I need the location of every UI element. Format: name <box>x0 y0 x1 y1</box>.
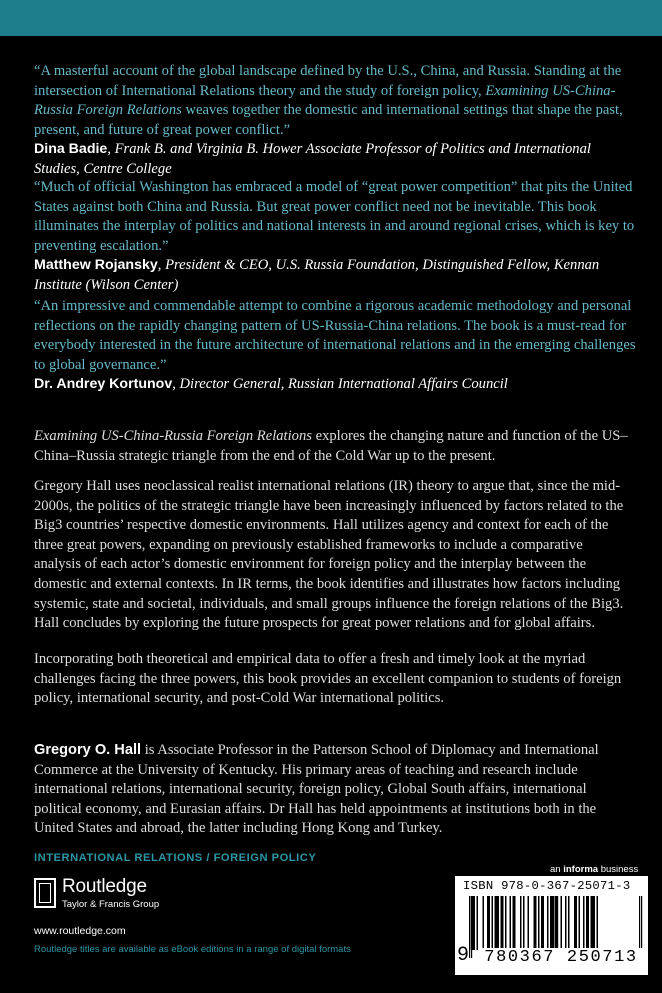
barcode-bar <box>520 896 522 950</box>
endorsement-attribution <box>34 375 636 395</box>
barcode-panel <box>455 876 648 975</box>
barcode-bar <box>523 896 525 950</box>
barcode-bar <box>597 896 599 950</box>
barcode-guard-bar <box>469 896 470 958</box>
barcode-bar <box>574 896 577 950</box>
barcode-bar <box>505 896 507 950</box>
barcode-digits: 780367 250713 <box>479 948 643 967</box>
book-title-italic: Examining US-China-Russia Foreign Relations <box>34 428 312 444</box>
barcode-bar <box>547 896 549 950</box>
informa-tagline <box>550 864 638 875</box>
endorser-name: Matthew Rojansky <box>34 257 158 273</box>
barcode-lead-digit: 9 <box>457 944 470 967</box>
barcode-bar <box>583 896 585 950</box>
subject-category: INTERNATIONAL RELATIONS / FOREIGN POLICY <box>34 852 317 864</box>
author-bio <box>34 741 632 839</box>
quote-text: “A masterful account of the global landscape defined by the U.S., China, and Russia. Standing at the intersection of International Relations theory and the study of foreign policy, <box>34 63 622 99</box>
description-text: explores the changing nature and function of the US–China–Russia strategic triangle from the end of the Cold War up to the present. <box>34 428 628 464</box>
barcode-bar <box>541 896 544 950</box>
barcode-bar <box>528 896 530 950</box>
barcode-bar <box>565 896 567 950</box>
endorser-name: Dr. Andrey Kortunov <box>34 376 173 392</box>
endorsement-quote: “Much of official Washington has embraced a model of “great power competition” that pits the United States against both China and Russia. But great power conflict need not be inevitable. This book illuminates the interplay of politics and national interests in and around regional crises, which is key to preventing escalation.” <box>34 179 635 254</box>
description-text: Gregory Hall uses neoclassical realist international relations (IR) theory to argue that, since the mid-2000s, the politics of the strategic triangle have been increasingly influenced by factors related to the Big3 countries’ respective domestic environments. Hall utilizes agency and context for each of the three great powers, expanding on previously established frameworks to include a comparative analysis of each actor’s domestic environment for foreign policy and the interplay between the domestic and external contexts. In IR terms, the book identifies and illustrates how factors including systemic, state and societal, individuals, and small groups influence the foreign relations of the Big3. Hall concludes by exploring the future prospects for great power relations and for global affairs. <box>34 478 624 632</box>
barcode-bar <box>538 896 540 950</box>
barcode-bar <box>510 896 512 950</box>
publisher-website: www.routledge.com <box>34 925 126 937</box>
author-bio-text: is Associate Professor in the Patterson School of Diplomacy and International Commerce at the University of Kentucky. His primary areas of teaching and research include international relations, international security, foreign policy, Global South affairs, international political economy, and Eurasian affairs. Dr Hall has held appointments at institutions both in the United States and abroad, the latter including Hong Kong and Turkey. <box>34 742 599 837</box>
endorser-role: , Director General, Russian International Affairs Council <box>172 376 508 392</box>
publisher-name: Routledge <box>62 876 147 897</box>
barcode-bar <box>591 896 596 950</box>
barcode-bar <box>513 896 516 950</box>
book-title-italic: Examining US-China-Russia Foreign Relations <box>34 82 616 118</box>
barcode-bar <box>568 896 570 950</box>
barcode-bar <box>477 896 479 950</box>
endorser-role: , President & CEO, U.S. Russia Foundation, Distinguished Fellow, Kennan Institute (Wilson Center) <box>34 257 600 293</box>
informa-prefix: an <box>550 864 564 875</box>
barcode-bar <box>550 896 555 950</box>
barcode-bar <box>579 896 581 950</box>
endorsement-1 <box>34 62 636 179</box>
endorsement-attribution <box>34 256 636 295</box>
barcode-bar <box>586 896 589 950</box>
endorser-name: Dina Badie <box>34 141 108 157</box>
routledge-logo-icon <box>34 878 56 908</box>
barcode-bar <box>492 896 494 950</box>
top-color-band <box>0 0 662 36</box>
description-p2 <box>34 477 632 634</box>
publisher-group: Taylor & Francis Group <box>62 899 160 910</box>
informa-brand: informa <box>563 864 599 875</box>
ebook-note: Routledge titles are available as eBook editions in a range of digital formats <box>34 944 351 955</box>
barcode-bar <box>495 896 500 950</box>
endorsement-quote <box>34 62 636 140</box>
author-name: Gregory O. Hall <box>34 742 142 758</box>
barcode-bar <box>534 896 537 950</box>
informa-suffix: business <box>598 864 639 875</box>
endorsement-quote: “An impressive and commendable attempt to combine a rigorous academic methodology and personal reflections on the rapidly changing pattern of US-Russia-China relations. The book is a must-read for everybody interested in the future architecture of international relations and in the emerging challenges to global governance.” <box>34 298 636 373</box>
barcode-guard-bar <box>471 896 472 958</box>
endorsement-2 <box>34 178 636 295</box>
publisher-logo <box>34 876 184 914</box>
barcode-bar <box>483 896 485 950</box>
description-p3 <box>34 650 632 709</box>
barcode-bar <box>487 896 490 950</box>
endorsement-attribution <box>34 140 636 179</box>
description-p1 <box>34 427 632 466</box>
endorser-role: , Frank B. and Virginia B. Hower Associate Professor of Politics and International Studies, Centre College <box>34 141 591 177</box>
barcode-bar <box>561 896 563 950</box>
isbn-text: ISBN 978-0-367-25071-3 <box>463 879 631 893</box>
description-text: Incorporating both theoretical and empirical data to offer a fresh and timely look at the myriad challenges facing the three powers, this book provides an excellent companion to students of foreign policy, international security, and post-Cold War international politics. <box>34 651 622 707</box>
quote-text: weaves together the domestic and international settings that shape the past, present, and future of great power conflict.” <box>34 102 623 138</box>
endorsement-3 <box>34 297 636 395</box>
barcode-bar <box>501 896 504 950</box>
barcode-bar <box>472 896 475 950</box>
